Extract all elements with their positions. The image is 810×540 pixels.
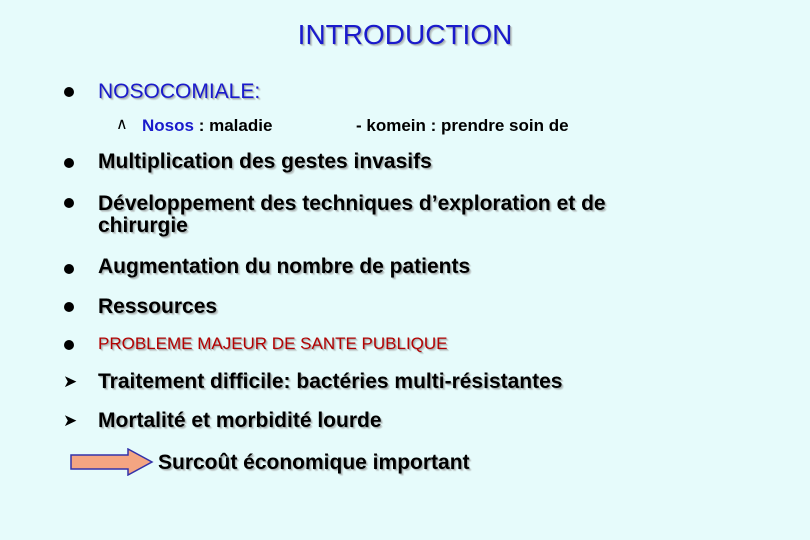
arrowhead-icon: ➤: [63, 372, 78, 392]
arrowhead-icon: ➤: [63, 411, 78, 431]
item-probleme: PROBLEME MAJEUR DE SANTE PUBLIQUE: [98, 334, 448, 353]
sub-term-komein: - komein: [356, 116, 426, 135]
item-traitement: Traitement difficile: bactéries multi-résistantes: [98, 370, 563, 393]
caret-icon: ∧: [116, 114, 128, 133]
conclusion-text: Surcoût économique important: [158, 451, 470, 474]
item-multiplication: Multiplication des gestes invasifs: [98, 150, 432, 173]
sub-word-2: [356, 116, 569, 136]
sub-def-komein: : prendre soin de: [430, 116, 569, 135]
bullet-icon: [64, 158, 74, 168]
right-arrow-icon: [70, 448, 154, 476]
item-mortalite: Mortalité et morbidité lourde: [98, 409, 382, 432]
item-developpement-line2: chirurgie: [98, 214, 188, 237]
sub-word-1: [142, 116, 272, 136]
sub-def-nosos: : maladie: [198, 116, 273, 135]
item-developpement: Développement des techniques d’exploration et de: [98, 192, 606, 215]
bullet-icon: [64, 87, 74, 97]
item-nosocomiale: NOSOCOMIALE:: [98, 80, 261, 103]
bullet-icon: [64, 198, 74, 208]
bullet-icon: [64, 302, 74, 312]
sub-term-nosos: Nosos: [142, 116, 194, 135]
page-title: INTRODUCTION: [297, 19, 513, 50]
bullet-icon: [64, 340, 74, 350]
item-augmentation: Augmentation du nombre de patients: [98, 255, 471, 278]
bullet-icon: [64, 264, 74, 274]
item-ressources: Ressources: [98, 295, 218, 318]
